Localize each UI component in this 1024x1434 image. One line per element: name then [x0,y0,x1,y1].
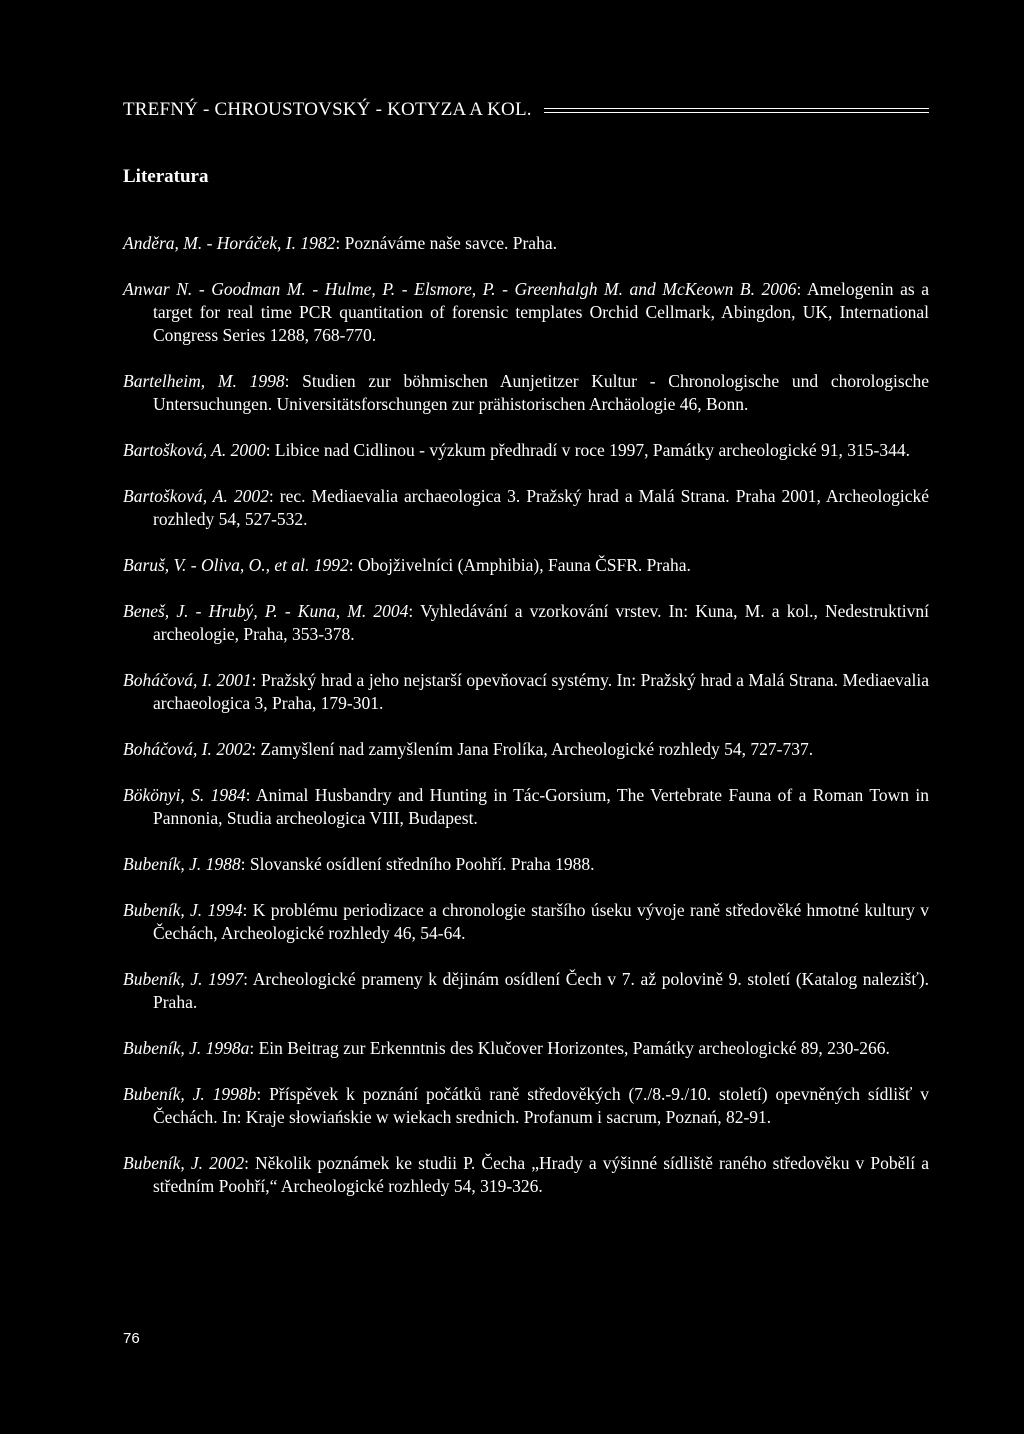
reference-entry [123,439,929,462]
reference-entry [123,1037,929,1060]
reference-year: 1998a [205,1038,250,1058]
reference-text: : K problému periodizace a chronologie staršího úseku vývoje raně středověké hmotné kultury v Čechách, Archeologické rozhledy 46, 54-64. [153,900,930,943]
reference-year: 2004 [373,601,409,621]
reference-authors: Bubeník, J. [123,854,206,874]
reference-year: 1998 [249,371,285,391]
reference-year: 1982 [300,233,336,253]
reference-entry [123,1083,929,1129]
reference-text: : Libice nad Cidlinou - výzkum předhradí v roce 1997, Památky archeologické 91, 315-344. [265,440,911,460]
reference-entry [123,232,929,255]
running-header [123,96,929,124]
reference-authors: Bubeník, J. [123,1038,206,1058]
reference-text: : Slovanské osídlení středního Poohří. Praha 1988. [240,854,595,874]
reference-authors: Bökönyi, S. [123,785,211,805]
reference-text: : Poznáváme naše savce. Praha. [335,233,557,253]
reference-text: : Pražský hrad a jeho nejstarší opevňovací systémy. In: Pražský hrad a Malá Strana. Mediaevalia archaeologica 3, Praha, 179-301. [153,670,929,713]
reference-year: 2000 [230,440,266,460]
reference-entry [123,554,929,577]
reference-text: : Zamyšlení nad zamyšlením Jana Frolíka, Archeologické rozhledy 54, 727-737. [251,739,814,759]
reference-year: 2002 [209,1153,245,1173]
reference-year: 1984 [210,785,246,805]
reference-text: : Animal Husbandry and Hunting in Tác-Gorsium, The Vertebrate Fauna of a Roman Town in Pannonia, Studia archeologica VIII, Budapest. [153,785,929,828]
section-title: Literatura [123,166,209,187]
reference-text: : Ein Beitrag zur Erkenntnis des Klučover Horizontes, Památky archeologické 89, 230-266. [249,1038,890,1058]
reference-authors: Bartošková, A. [123,486,234,506]
reference-text: : Příspěvek k poznání počátků raně středověkých (7./8.-9./10. století) opevněných sídlišť v Čechách. In: Kraje słowiańskie w wiekach srednich. Profanum i sacrum, Poznań, 82-91. [153,1084,929,1127]
reference-entry [123,600,929,646]
reference-entry [123,278,929,347]
reference-authors: Boháčová, I. [123,670,217,690]
reference-entry [123,485,929,531]
reference-year: 1994 [207,900,243,920]
reference-authors: Boháčová, I. [123,739,217,759]
header-rule [544,108,929,113]
reference-authors: Bubeník, J. [123,900,208,920]
reference-year: 2001 [216,670,252,690]
reference-text: : Obojživelníci (Amphibia), Fauna ČSFR. Praha. [348,555,691,575]
reference-entry [123,669,929,715]
reference-text: : rec. Mediaevalia archaeologica 3. Pražský hrad a Malá Strana. Praha 2001, Archeologické rozhledy 54, 527-532. [153,486,929,529]
reference-authors: Bubeník, J. [123,1153,210,1173]
reference-authors: Bubeník, J. [123,969,209,989]
reference-year: 1988 [205,854,241,874]
reference-text: : Archeologické prameny k dějinám osídlení Čech v 7. až polovině 9. století (Katalog nalezišť). Praha. [153,969,929,1012]
reference-authors: Anděra, M. - Horáček, I. [123,233,301,253]
reference-year: 2002 [216,739,252,759]
reference-year: 1992 [313,555,349,575]
reference-entry [123,968,929,1014]
reference-entry [123,853,929,876]
reference-entry [123,899,929,945]
reference-text: : Amelogenin as a target for real time PCR quantitation of forensic templates Orchid Cellmark, Abingdon, UK, International Congress Series 1288, 768-770. [153,279,929,345]
reference-text: : Několik poznámek ke studii P. Čecha „Hrady a výšinné sídliště raného středověku v Pobělí a středním Poohří,“ Archeologické rozhledy 54, 319-326. [153,1153,929,1196]
reference-entry [123,370,929,416]
reference-year: 2002 [233,486,269,506]
reference-text: : Studien zur böhmischen Aunjetitzer Kultur - Chronologische und chorologische Untersuchungen. Universitätsforschungen zur prähistorischen Archäologie 46, Bonn. [153,371,929,414]
reference-authors: Bubeník, J. [123,1084,213,1104]
page-number: 76 [123,1330,140,1347]
header-title: TREFNÝ - CHROUSTOVSKÝ - KOTYZA A KOL. [123,99,532,120]
reference-authors: Bartošková, A. [123,440,231,460]
reference-text: : Vyhledávání a vzorkování vrstev. In: Kuna, M. a kol., Nedestruktivní archeologie, Praha, 353-378. [153,601,930,644]
reference-entry [123,784,929,830]
reference-authors: Anwar N. - Goodman M. - Hulme, P. - Elsmore, P. - Greenhalgh M. and McKeown B. [123,279,762,299]
reference-year: 1997 [208,969,244,989]
reference-authors: Baruš, V. - Oliva, O., et al. [123,555,314,575]
reference-entry [123,738,929,761]
reference-authors: Bartelheim, M. [123,371,250,391]
reference-year: 2006 [761,279,797,299]
reference-entry [123,1152,929,1198]
reference-list [123,232,929,1221]
reference-year: 1998b [212,1084,257,1104]
reference-authors: Beneš, J. - Hrubý, P. - Kuna, M. [123,601,374,621]
